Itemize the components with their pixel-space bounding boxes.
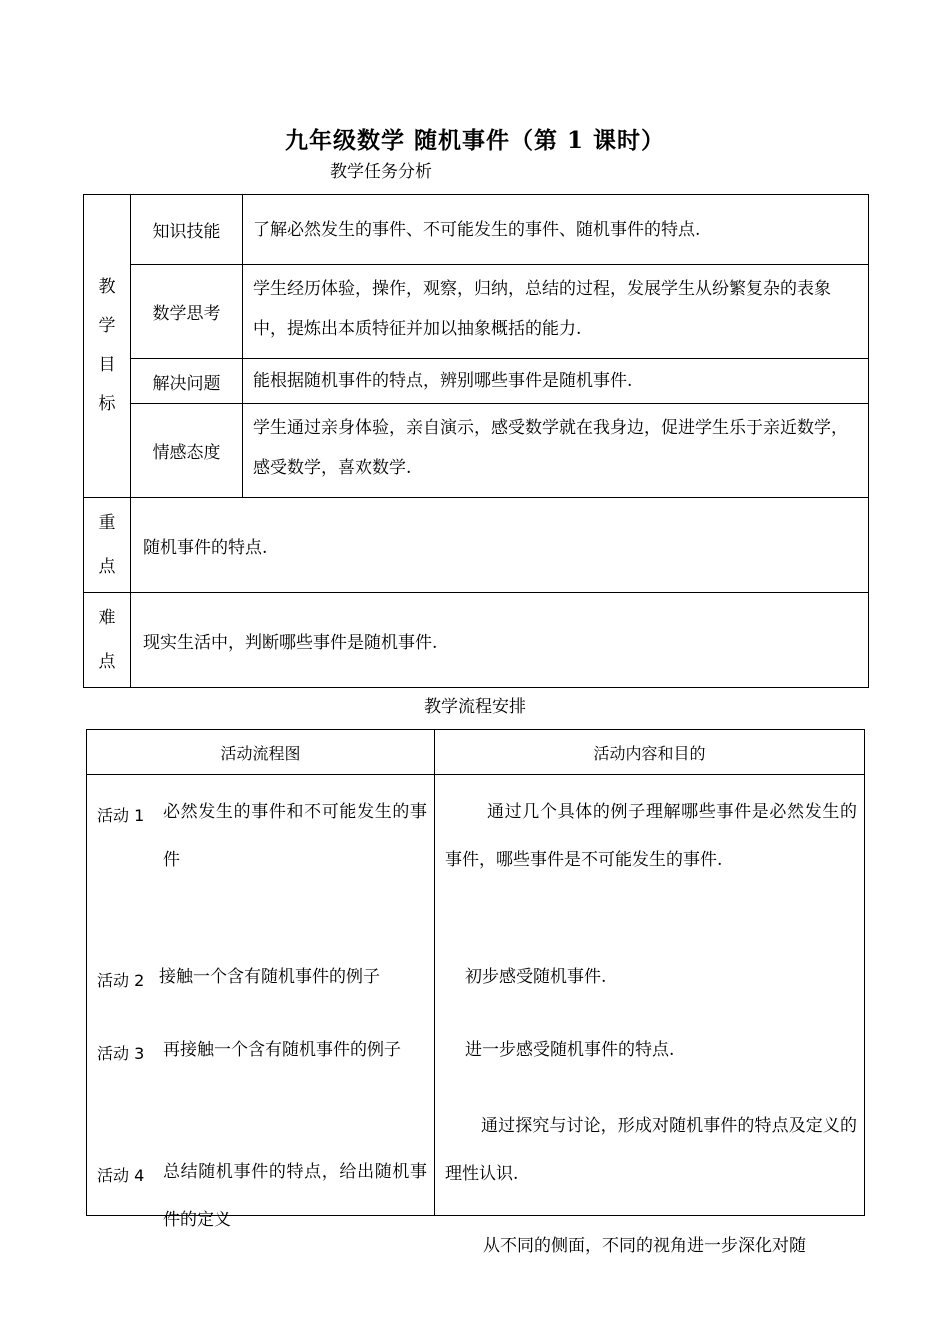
key-point-char: 重 <box>98 513 116 533</box>
goal-label-attitude: 情感态度 <box>131 404 243 498</box>
activity-label: 活动 2 <box>97 971 145 990</box>
activity-text: 再接触一个含有随机事件的例子 <box>163 1040 401 1060</box>
key-point-text: 随机事件的特点. <box>131 498 869 593</box>
goals-char: 学 <box>98 316 116 336</box>
difficulty-char: 难 <box>98 608 116 628</box>
goals-char: 教 <box>98 277 116 297</box>
difficulty-char: 点 <box>98 652 116 672</box>
flow-table <box>86 729 865 1256</box>
page-title: 九年级数学 随机事件（第 1 课时） <box>284 127 666 154</box>
flow-header-left: 活动流程图 <box>87 730 435 775</box>
purpose-text: 进一步感受随机事件的特点. <box>465 1040 675 1060</box>
purpose-text: 从不同的侧面，不同的视角进一步深化对随 <box>483 1236 806 1256</box>
activity-label: 活动 1 <box>97 806 145 825</box>
goals-char: 目 <box>98 355 116 375</box>
difficulty-label <box>84 593 131 688</box>
goals-char: 标 <box>98 394 116 414</box>
goal-text-thinking: 学生经历体验，操作，观察，归纳，总结的过程，发展学生从纷繁复杂的表象中，提炼出本质特征并加以抽象概括的能力. <box>243 265 869 359</box>
goal-label-knowledge: 知识技能 <box>131 195 243 265</box>
key-point-label <box>84 498 131 593</box>
key-point-char: 点 <box>98 557 116 577</box>
section-subtitle: 教学任务分析 <box>330 162 432 182</box>
goal-text-knowledge: 了解必然发生的事件、不可能发生的事件、随机事件的特点. <box>243 195 869 265</box>
purpose-text: 通过探究与讨论，形成对随机事件的特点及定义的理性认识. <box>445 1116 857 1184</box>
purpose-text: 通过几个具体的例子理解哪些事件是必然发生的事件，哪些事件是不可能发生的事件. <box>445 802 857 870</box>
goal-text-attitude: 学生通过亲身体验，亲自演示，感受数学就在我身边，促进学生乐于亲近数学，感受数学，喜欢数学. <box>243 404 869 498</box>
activity-label: 活动 4 <box>97 1166 145 1185</box>
purpose-column <box>435 775 865 1256</box>
purpose-text: 初步感受随机事件. <box>465 967 607 987</box>
task-analysis-table <box>83 194 869 688</box>
flow-header-right: 活动内容和目的 <box>435 730 865 775</box>
goal-label-thinking: 数学思考 <box>131 265 243 359</box>
flow-title: 教学流程安排 <box>424 697 526 717</box>
difficulty-text: 现实生活中，判断哪些事件是随机事件. <box>131 593 869 688</box>
activity-column <box>87 775 435 1230</box>
activity-text: 总结随机事件的特点，给出随机事件的定义 <box>163 1162 427 1230</box>
activity-label: 活动 3 <box>97 1044 145 1063</box>
activity-text: 接触一个含有随机事件的例子 <box>159 967 380 987</box>
activity-text: 必然发生的事件和不可能发生的事件 <box>163 802 427 870</box>
goal-text-problem: 能根据随机事件的特点，辨别哪些事件是随机事件. <box>243 359 869 404</box>
goals-group-label <box>84 195 131 498</box>
goal-label-problem: 解决问题 <box>131 359 243 404</box>
